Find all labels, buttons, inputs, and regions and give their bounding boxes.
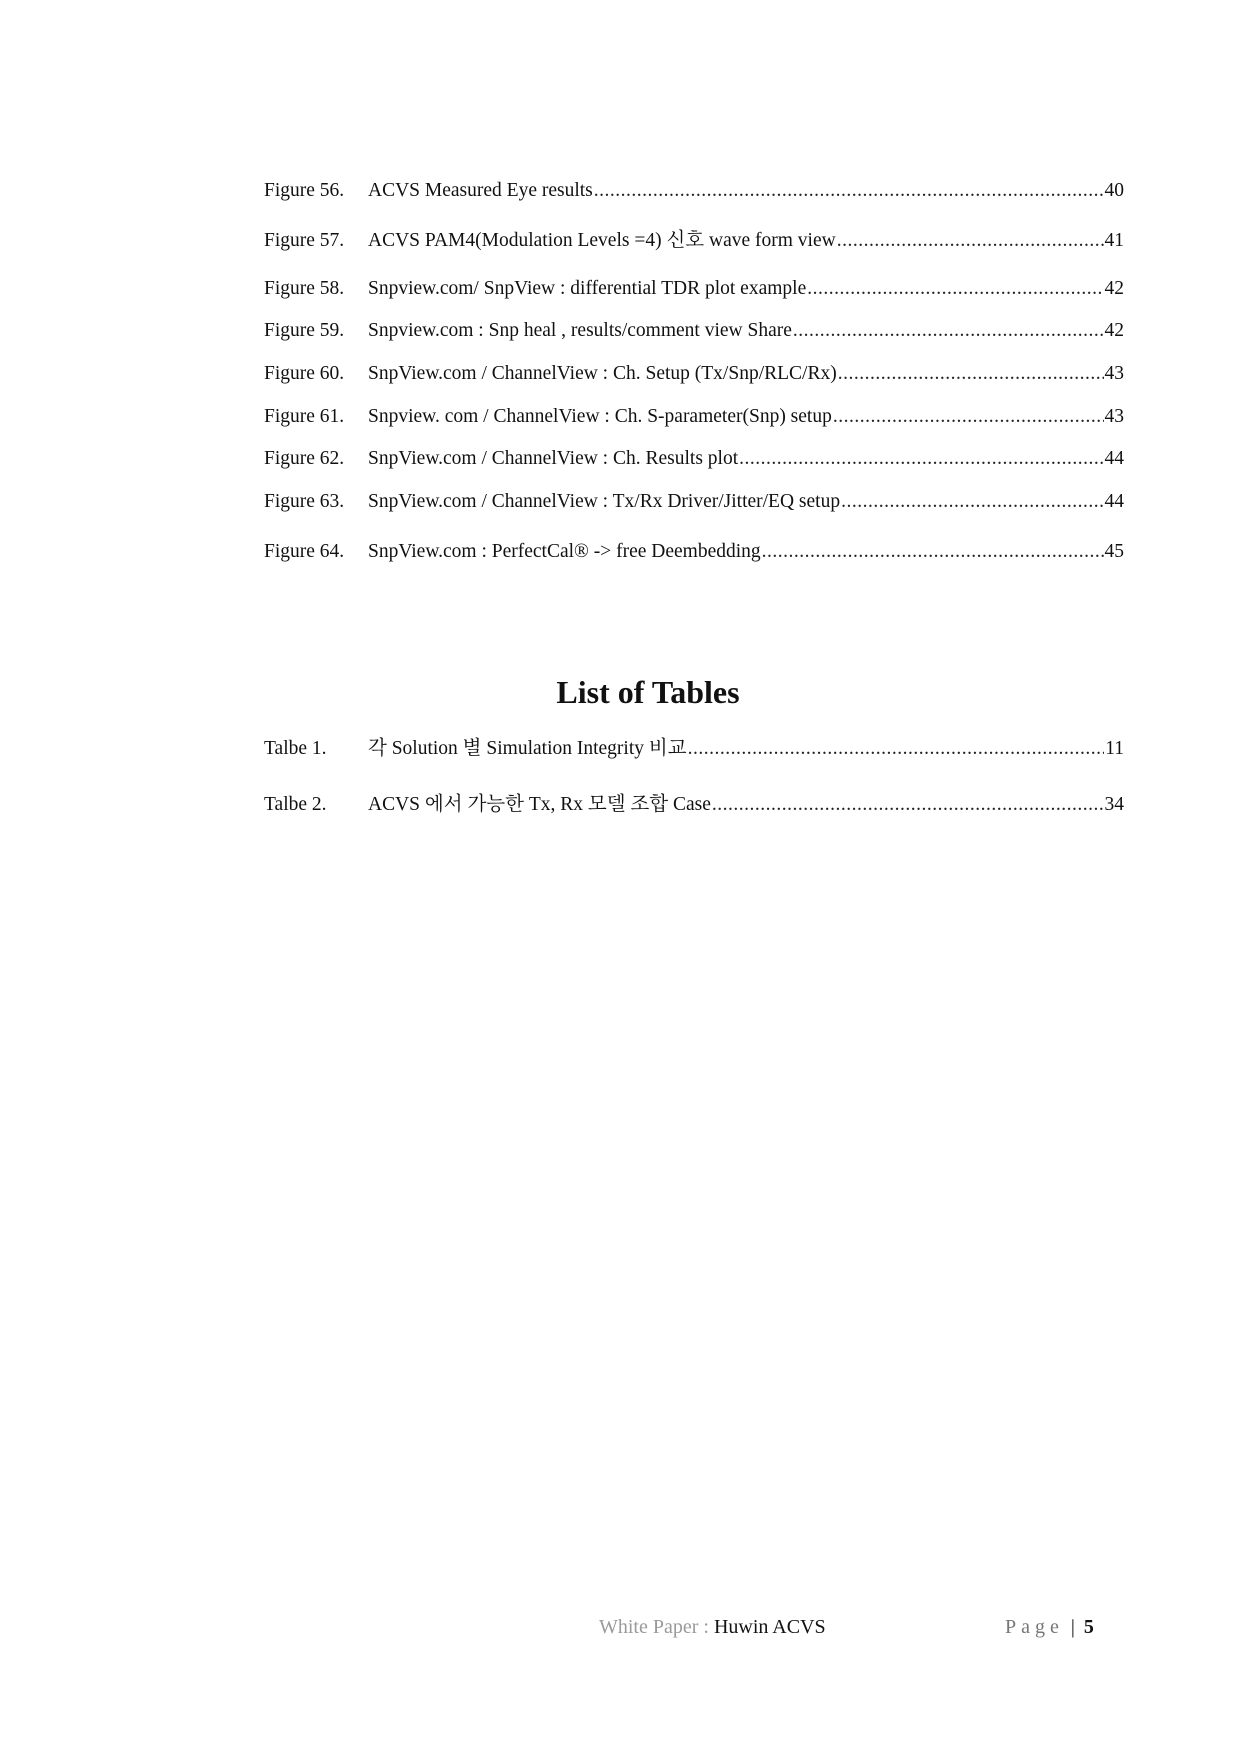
entry-page-number: 42 [1104,278,1124,299]
toc-entry-figure-59[interactable] [264,316,1124,346]
entry-title: ACVS Measured Eye results [368,180,593,201]
entry-page-number: 41 [1104,230,1124,251]
footer-document-title [599,1612,826,1642]
entry-title: Snpview. com / ChannelView : Ch. S-parameter(Snp) setup [368,406,832,427]
entry-label: Figure 60. [264,363,345,384]
entry-title: 각 Solution 별 Simulation Integrity 비교 [368,738,687,759]
dot-leader [594,176,1104,206]
dot-leader [841,487,1103,517]
entry-label: Figure 64. [264,541,345,562]
dot-leader [837,226,1104,256]
toc-entry-figure-58[interactable] [264,274,1124,304]
footer-title: Huwin ACVS [713,1616,826,1638]
toc-entry-figure-62[interactable] [264,444,1124,474]
entry-label: Talbe 2. [264,794,327,815]
toc-entry-table-2[interactable] [264,790,1124,820]
entry-page-number: 43 [1104,406,1124,427]
entry-label: Figure 61. [264,406,345,427]
toc-entry-figure-64[interactable] [264,537,1124,567]
entry-label: Figure 57. [264,230,345,251]
dot-leader [793,316,1104,346]
entry-title: ACVS PAM4(Modulation Levels =4) 신호 wave form view [368,230,836,251]
toc-entry-figure-56[interactable] [264,176,1124,206]
footer-prefix: White Paper : [599,1616,709,1638]
entry-title: ACVS 에서 가능한 Tx, Rx 모델 조합 Case [368,794,711,815]
list-of-tables-heading: List of Tables [556,674,740,710]
entry-page-number: 44 [1104,448,1124,469]
toc-entry-table-1[interactable] [264,734,1124,764]
dot-leader [688,734,1105,764]
entry-page-number: 42 [1104,320,1124,341]
entry-label: Figure 63. [264,491,345,512]
entry-title: SnpView.com / ChannelView : Tx/Rx Driver/Jitter/EQ setup [368,491,841,512]
entry-label: Figure 56. [264,180,345,201]
toc-entry-figure-57[interactable] [264,226,1124,256]
entry-page-number: 11 [1105,738,1124,759]
toc-entry-figure-61[interactable] [264,402,1124,432]
entry-label: Figure 58. [264,278,345,299]
entry-title: Snpview.com : Snp heal , results/comment view Share [368,320,792,341]
dot-leader [833,402,1104,432]
entry-title: Snpview.com/ SnpView : differential TDR plot example [368,278,807,299]
entry-page-number: 43 [1104,363,1124,384]
footer-separator: | [1070,1616,1075,1638]
dot-leader [838,359,1104,389]
dot-leader [762,537,1104,567]
footer-page-number: 5 [1083,1616,1094,1638]
entry-page-number: 44 [1104,491,1124,512]
entry-page-number: 40 [1104,180,1124,201]
entry-page-number: 34 [1104,794,1124,815]
entry-label: Figure 59. [264,320,345,341]
entry-label: Figure 62. [264,448,345,469]
entry-label: Talbe 1. [264,738,327,759]
footer-page-word: Page [1005,1616,1064,1638]
dot-leader [739,444,1103,474]
dot-leader [807,274,1103,304]
toc-entry-figure-60[interactable] [264,359,1124,389]
footer-page-indicator [1005,1612,1094,1642]
dot-leader [712,790,1104,820]
entry-title: SnpView.com / ChannelView : Ch. Setup (Tx/Snp/RLC/Rx) [368,363,837,384]
entry-page-number: 45 [1104,541,1124,562]
toc-entry-figure-63[interactable] [264,487,1124,517]
entry-title: SnpView.com / ChannelView : Ch. Results plot [368,448,739,469]
entry-title: SnpView.com : PerfectCal® -> free Deembedding [368,541,761,562]
